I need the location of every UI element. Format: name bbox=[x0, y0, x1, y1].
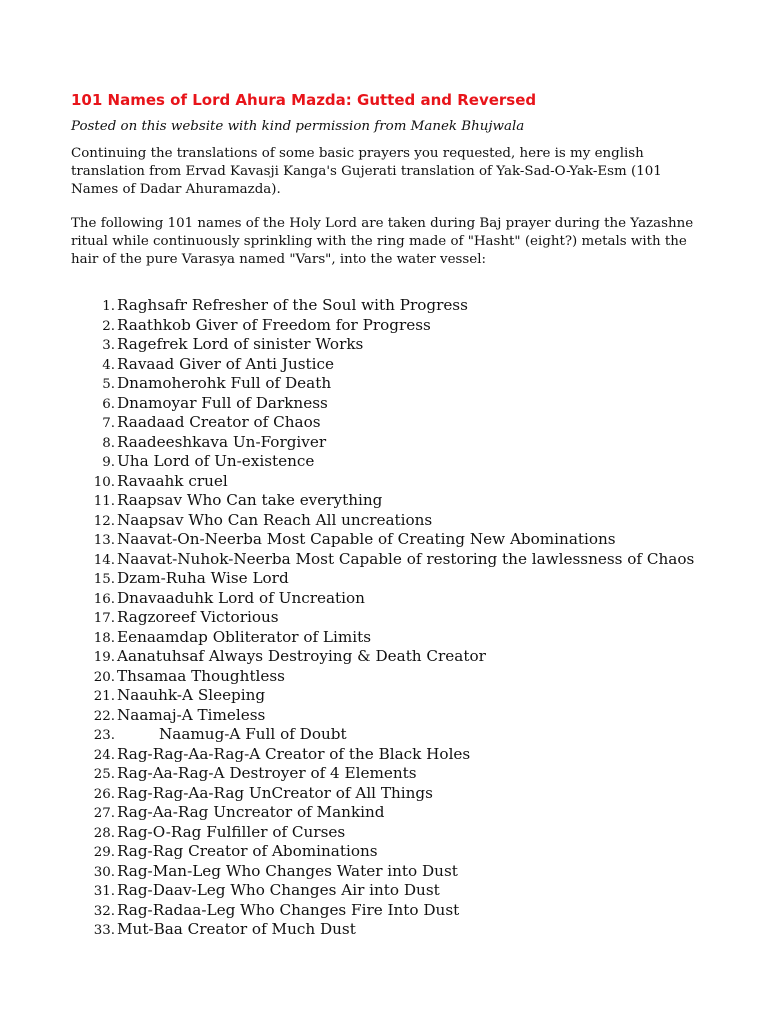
list-item bbox=[71, 920, 721, 940]
list-item-text: Rag-Daav-Leg Who Changes Air into Dust bbox=[117, 881, 440, 899]
list-item-number: 29. bbox=[93, 845, 115, 860]
list-item bbox=[71, 764, 721, 784]
list-item-text: Dnamoherohk Full of Death bbox=[117, 374, 332, 392]
list-item-text: Raadaad Creator of Chaos bbox=[117, 413, 321, 431]
document-page bbox=[71, 90, 711, 938]
list-item-number: 25. bbox=[93, 767, 115, 782]
list-item-text: Ragefrek Lord of sinister Works bbox=[117, 335, 364, 353]
list-item-number: 12. bbox=[93, 513, 115, 529]
list-item-text: Rag-Radaa-Leg Who Changes Fire Into Dust bbox=[117, 900, 460, 919]
list-item-text: Rag-Aa-Rag Uncreator of Mankind bbox=[117, 803, 385, 821]
list-item-number: 22. bbox=[93, 708, 115, 724]
list-item-text: Rag-Aa-Rag-A Destroyer of 4 Elements bbox=[117, 764, 417, 782]
names-list bbox=[71, 296, 721, 940]
list-item bbox=[71, 842, 721, 862]
list-item bbox=[71, 881, 721, 901]
list-item bbox=[71, 686, 721, 706]
list-item bbox=[71, 628, 721, 648]
list-item-number: 10. bbox=[93, 474, 115, 490]
list-item-text: Dnavaaduhk Lord of Uncreation bbox=[117, 588, 365, 607]
list-item-text: Rag-Rag-Aa-Rag UnCreator of All Things bbox=[117, 783, 433, 802]
list-item-text: Thsamaa Thoughtless bbox=[117, 666, 285, 685]
ritual-paragraph: The following 101 names of the Holy Lord are taken during Baj prayer during the Yazashne ritual while continuously sprinkling with the ring made of "Hasht" (eight?) metals with the hair of the pure Varasya named "Vars", into the water vessel: bbox=[71, 216, 694, 267]
document-subtitle: Posted on this website with kind permission from Manek Bhujwala bbox=[71, 119, 525, 134]
list-item bbox=[71, 472, 721, 492]
list-item-number: 2. bbox=[102, 318, 115, 334]
list-item-number: 5. bbox=[102, 377, 115, 392]
list-item-number: 16. bbox=[93, 591, 115, 607]
list-item-text: Naavat-On-Neerba Most Capable of Creating New Abominations bbox=[117, 530, 616, 548]
list-item-text: Naauhk-A Sleeping bbox=[117, 686, 266, 704]
list-item-number: 20. bbox=[93, 669, 115, 685]
list-item-text: Dzam-Ruha Wise Lord bbox=[117, 569, 289, 587]
list-item-text: Eenaamdap Obliterator of Limits bbox=[117, 627, 372, 646]
list-item-number: 23. bbox=[93, 728, 115, 743]
list-item bbox=[71, 667, 721, 687]
list-item-text: Naamaj-A Timeless bbox=[117, 705, 266, 724]
list-item-number: 28. bbox=[93, 825, 115, 841]
list-item-number: 27. bbox=[93, 806, 115, 821]
list-item bbox=[71, 413, 721, 433]
list-item-number: 21. bbox=[93, 689, 115, 704]
list-item-number: 7. bbox=[102, 416, 115, 431]
list-item-number: 24. bbox=[93, 747, 115, 763]
list-item bbox=[71, 511, 721, 531]
list-item-text: Naapsav Who Can Reach All uncreations bbox=[117, 510, 433, 529]
list-item-text: Ravaad Giver of Anti Justice bbox=[117, 354, 334, 373]
list-item bbox=[71, 784, 721, 804]
list-item-text: Aanatuhsaf Always Destroying & Death Creator bbox=[117, 647, 486, 665]
list-item bbox=[71, 394, 721, 414]
list-item-number: 31. bbox=[93, 884, 115, 899]
list-item-text: Naamug-A Full of Doubt bbox=[159, 725, 347, 743]
list-item bbox=[71, 706, 721, 726]
list-item-number: 1. bbox=[102, 299, 115, 314]
list-item-number: 33. bbox=[93, 923, 115, 938]
list-item bbox=[71, 745, 721, 765]
list-item bbox=[71, 647, 721, 667]
list-item-text: Raapsav Who Can take everything bbox=[117, 491, 383, 509]
list-item bbox=[71, 433, 721, 453]
list-item-text: Naavat-Nuhok-Neerba Most Capable of restoring the lawlessness of Chaos bbox=[117, 549, 695, 568]
list-item-number: 15. bbox=[93, 572, 115, 587]
list-item-text: Raadeeshkava Un-Forgiver bbox=[117, 432, 327, 451]
intro-paragraph: Continuing the translations of some basic prayers you requested, here is my english translation from Ervad Kavasji Kanga's Gujerati translation of Yak-Sad-O-Yak-Esm (101 Names of Dadar Ahuramazda). bbox=[71, 146, 662, 197]
list-item-number: 8. bbox=[102, 435, 115, 451]
list-item-number: 14. bbox=[93, 552, 115, 568]
list-item bbox=[71, 608, 721, 628]
list-item-text: Uha Lord of Un-existence bbox=[117, 452, 315, 470]
list-item bbox=[71, 550, 721, 570]
list-item-number: 6. bbox=[102, 396, 115, 412]
list-item-number: 30. bbox=[93, 864, 115, 880]
list-item-text: Ravaahk cruel bbox=[117, 471, 228, 490]
list-item-text: Ragzoreef Victorious bbox=[117, 608, 279, 626]
list-item-text: Rag-Rag-Aa-Rag-A Creator of the Black Holes bbox=[117, 744, 471, 763]
list-item-text: Raghsafr Refresher of the Soul with Progress bbox=[117, 296, 468, 314]
list-item bbox=[71, 803, 721, 823]
list-item bbox=[71, 823, 721, 843]
list-item-number: 32. bbox=[93, 903, 115, 919]
list-item-number: 3. bbox=[102, 338, 115, 353]
list-item bbox=[71, 725, 721, 745]
list-item bbox=[71, 316, 721, 336]
list-item-number: 4. bbox=[102, 357, 115, 373]
list-item-number: 18. bbox=[93, 630, 115, 646]
list-item-number: 17. bbox=[93, 611, 115, 626]
list-item bbox=[71, 530, 721, 550]
list-item-number: 26. bbox=[93, 786, 115, 802]
list-item bbox=[71, 296, 721, 316]
list-item bbox=[71, 452, 721, 472]
list-item-number: 9. bbox=[102, 455, 115, 470]
list-item-text: Rag-Man-Leg Who Changes Water into Dust bbox=[117, 861, 458, 880]
list-item-text: Rag-Rag Creator of Abominations bbox=[117, 842, 378, 860]
document-title: 101 Names of Lord Ahura Mazda: Gutted and Reversed bbox=[71, 91, 537, 109]
list-item bbox=[71, 569, 721, 589]
list-item bbox=[71, 901, 721, 921]
list-item bbox=[71, 589, 721, 609]
list-item-text: Raathkob Giver of Freedom for Progress bbox=[117, 315, 431, 334]
list-item bbox=[71, 862, 721, 882]
list-item-number: 19. bbox=[93, 650, 115, 665]
list-item bbox=[71, 374, 721, 394]
list-item-number: 11. bbox=[93, 494, 115, 509]
list-item bbox=[71, 355, 721, 375]
list-item bbox=[71, 491, 721, 511]
list-item bbox=[71, 335, 721, 355]
list-item-text: Dnamoyar Full of Darkness bbox=[117, 393, 328, 412]
list-item-text: Mut-Baa Creator of Much Dust bbox=[117, 920, 356, 938]
list-item-number: 13. bbox=[93, 533, 115, 548]
list-item-text: Rag-O-Rag Fulfiller of Curses bbox=[117, 822, 346, 841]
